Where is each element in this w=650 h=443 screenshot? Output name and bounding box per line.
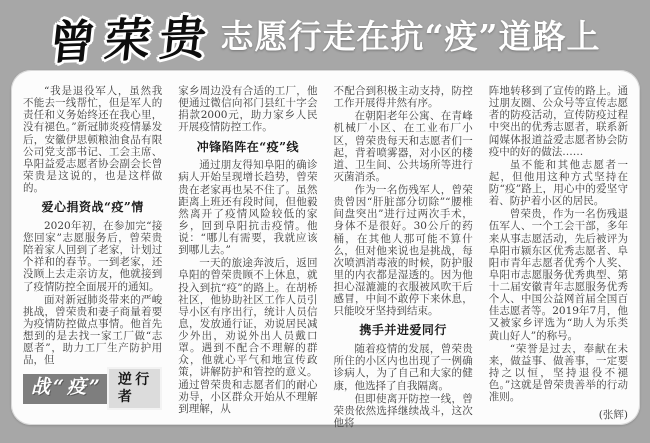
paragraph: 虽不能和其他志愿者一起，但他用这种方式坚持在防“疫”路上，用心中的爱坚守着、防护着小区的居民。 (488, 158, 628, 208)
headline-name-calligraphy: 曾荣贵 (45, 10, 218, 70)
paragraph: 一天的旅途奔波后，返回阜阳的曾荣贵顾不上休息，就投入到抗“疫”的路上。在胡桥社区，他协助社区工作人员引导小区有序出行，统计人员信息，发放通行证，劝说居民减少外出，劝说外出人员戴口罩。遇到不配合不理解的群众，他就心平气和地宣传政策，讲解防护和管控的意义。通过曾荣贵和志愿者们的耐心劝导，小区群众开始从不理解到理解，从 (178, 257, 318, 415)
paragraph: “我是退役军人，虽然我不能去一线帮忙，但是军人的责任和义务始终还在我心里，没有褪色。”新冠肺炎疫情暴发后，安徽伊思顿粮油食品有限公司党支部书记、工会主席、阜阳益爱志愿者协会副会长曾荣贵是这说的，也是这样做的。 (23, 85, 163, 194)
text-column-2 (178, 85, 318, 415)
paragraph-continuation: 不配合到积极主动支持，防控工作开展得井然有序。 (333, 85, 473, 110)
article-columns (11, 70, 640, 429)
paragraph: 面对新冠肺炎带来的严峻挑战，曾荣贵和妻子商量着要为疫情防控做点事情。他首先想到的是去找一家工厂做“志愿者”，助力工厂生产防护用品，但 (23, 293, 163, 367)
badge-reverse-traveler-label: 逆行者 (107, 367, 162, 409)
text-column-4 (488, 85, 628, 422)
article-card (11, 70, 640, 429)
paragraph-continuation: 阵地转移到了宣传的路上。通过朋友圈、公众号等宣传志愿者的防疫活动，宣传防疫过程中突出的优秀志愿者，联系新闻媒体报道益爱志愿者协会防疫中的好的做法…… (488, 85, 628, 158)
article-headline (0, 4, 650, 70)
epidemic-fighter-badge (23, 367, 162, 409)
paragraph: 2020年初，在参加完“接您回家”志愿服务后，曾荣贵陪着家人回到了老家，计划过个祥和的春节。一到老家，还没顾上去走亲访友，他就接到了疫情防控全面展开的通知。 (23, 219, 163, 293)
paragraph: 曾荣贵，作为一名伤残退伍军人、一个工会干部，多年来从事志愿活动，先后被评为阜阳市颍东区优秀志愿者、阜阳市青年志愿者优秀个人奖、阜阳市志愿服务优秀典型、第十二届安徽青年志愿服务优秀个人、中国公益网首届全国百佳志愿者等。2019年7月，他又被家乡评选为“助人为乐类黄山好人”的称号。 (488, 208, 628, 342)
text-column-1 (23, 85, 163, 405)
text-column-3 (333, 85, 473, 429)
section-heading-frontline: 冲锋陷阵在“疫”线 (196, 139, 300, 154)
author-byline: (张辉) (598, 409, 628, 422)
paragraph-continuation: 家乡周边没有合适的工厂，他便通过微信向祁门县红十字会捐款2000元，助力家乡人民开展疫情防控工作。 (178, 85, 318, 134)
paragraph: 通过朋友得知阜阳的确诊病人开始呈现增长趋势，曾荣贵在老家再也呆不住了。虽然距离上班还有段时间，但他毅然离开了疫情风险较低的家乡，回到阜阳抗击疫情。他说：“哪儿有需要，我就应该到哪儿去。” (178, 159, 318, 257)
headline-text: 志愿行走在抗“疫”道路上 (220, 17, 601, 56)
badge-fight-epidemic-label: 战“疫” (23, 374, 109, 404)
paragraph: “荣誉是过去，奉献在未来，做益事、做善事，一定要持之以恒，坚持退役不褪色。”这就是曾荣贵善举的行动准则。 (488, 342, 628, 404)
paragraph: 随着疫情的发展，曾荣贵所住的小区内也出现了一例确诊病人，为了自己和大家的健康，他选择了自我隔离。 (333, 343, 473, 392)
paragraph: 作为一名伤残军人，曾荣贵曾因“肝脏部分切除”“腰椎间盘突出”进行过两次手术，身体不是很好。30公斤的药桶，在其他人那可能不算什么，但对他来说也是挑战，每次喷洒消毒液的时候，防护服里的内衣都是湿透的。因为他担心湿漉漉的衣服被风吹干后感冒，中间不敢停下来休息，只能咬牙坚持到结束。 (333, 184, 473, 318)
section-heading-together: 携手并进爱同行 (359, 323, 447, 338)
paragraph: 但即使离开防控一线，曾荣贵依然选择继续战斗，这次他将 (333, 392, 473, 429)
paragraph: 在朝阳老年公寓、在青峰机械厂小区、在工业布厂小区，曾荣贵每天和志愿者们一起，背着喷雾器，对小区的楼道、卫生间、公共场所等进行灭菌消杀。 (333, 110, 473, 183)
section-heading-donation: 爱心捐资战“疫”情 (41, 200, 144, 215)
